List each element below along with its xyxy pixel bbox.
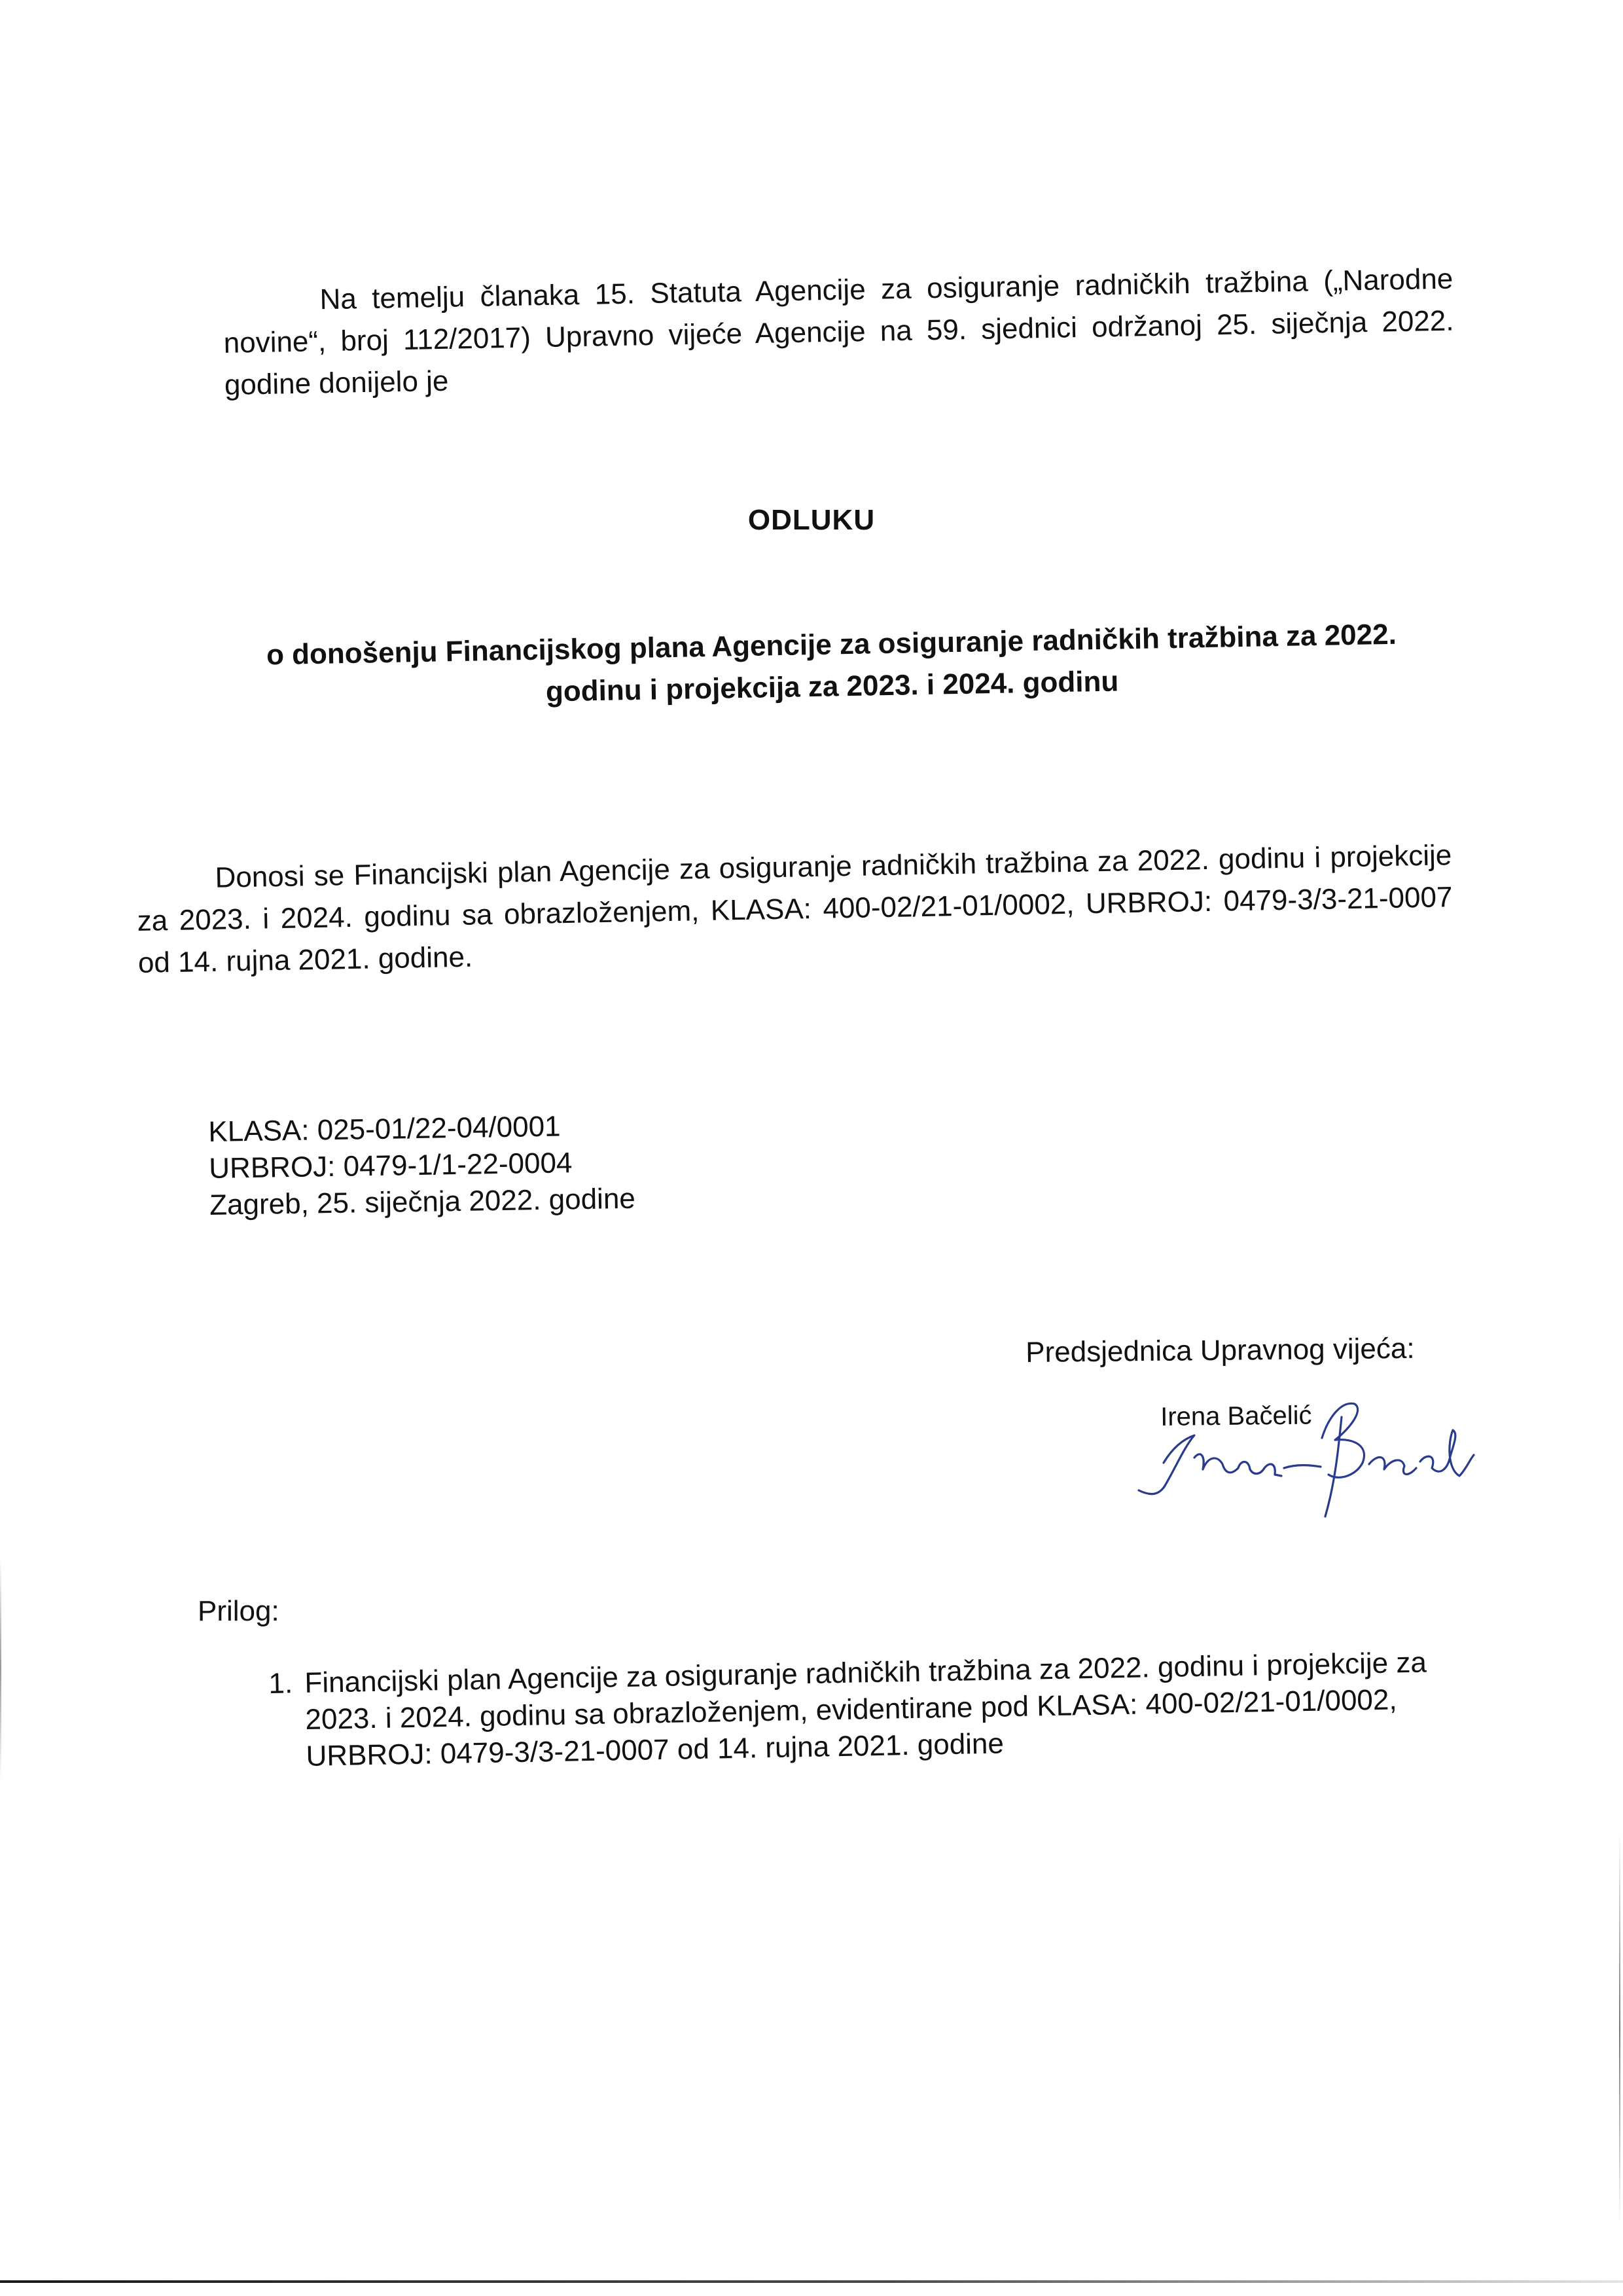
scan-edge-right [1619,1833,1620,2225]
attachments-label: Prilog: [198,1595,279,1627]
reference-block [208,1107,635,1224]
signature-stroke-dash [1284,1465,1321,1468]
attachments-list [268,1644,1435,1776]
decision-title: ODLUKU [747,504,876,536]
decision-subtitle [242,613,1421,719]
handwritten-signature [1113,1378,1479,1528]
signature-stroke-i [1139,1435,1194,1494]
scan-edge-left [0,1558,1,1780]
signature-stroke-rena [1194,1454,1281,1476]
scan-edge-bottom [0,2280,1623,2283]
attachment-text: Financijski plan Agencije za osiguranje radničkih tražbina za 2022. godinu i projekcije za 2023. i 2024. godinu sa obrazloženjem, evidentirane pod KLASA: 400-02/21-01/0002, URBROJ: 0479-3/3-21-0007 od 14. rujna 2021. godine [304,1646,1427,1772]
decision-body-paragraph: Donosi se Financijski plan Agencije za osiguranje radničkih tražbina za 2022. godinu i projekcije za 2023. i 2024. godinu sa obrazloženjem, KLASA: 400-02/21-01/0002, URBROJ: 0479-3/3-21-0007 od 14. rujna 2021. godine. [137,839,1453,979]
attachment-item [268,1644,1435,1776]
klasa-line: KLASA: 025-01/22-04/0001 [208,1110,561,1148]
subtitle-line-2: godinu i projekcija za 2023. i 2024. godinu [545,665,1119,708]
signature-stroke-b [1322,1403,1364,1516]
signatory-name: Irena Bačelić [1160,1401,1312,1431]
attachment-number: 1. [268,1667,293,1700]
preamble-paragraph: Na temelju članaka 15. Statuta Agencije za osiguranje radničkih tražbina („Narodne novine“, broj 112/2017) Upravno vijeće Agencije na 59. sjednici održanoj 25. siječnja 2022. godine donijelo je [223,262,1454,401]
subtitle-line-1: o donošenju Financijskog plana Agencije za osiguranje radničkih tražbina za 2022. [266,618,1397,672]
urbroj-line: URBROJ: 0479-1/1-22-0004 [208,1147,573,1185]
place-date-line: Zagreb, 25. siječnja 2022. godine [209,1182,636,1221]
signatory-title: Predsjednica Upravnog vijeća: [1026,1332,1415,1369]
signature-stroke-acel [1369,1430,1474,1476]
